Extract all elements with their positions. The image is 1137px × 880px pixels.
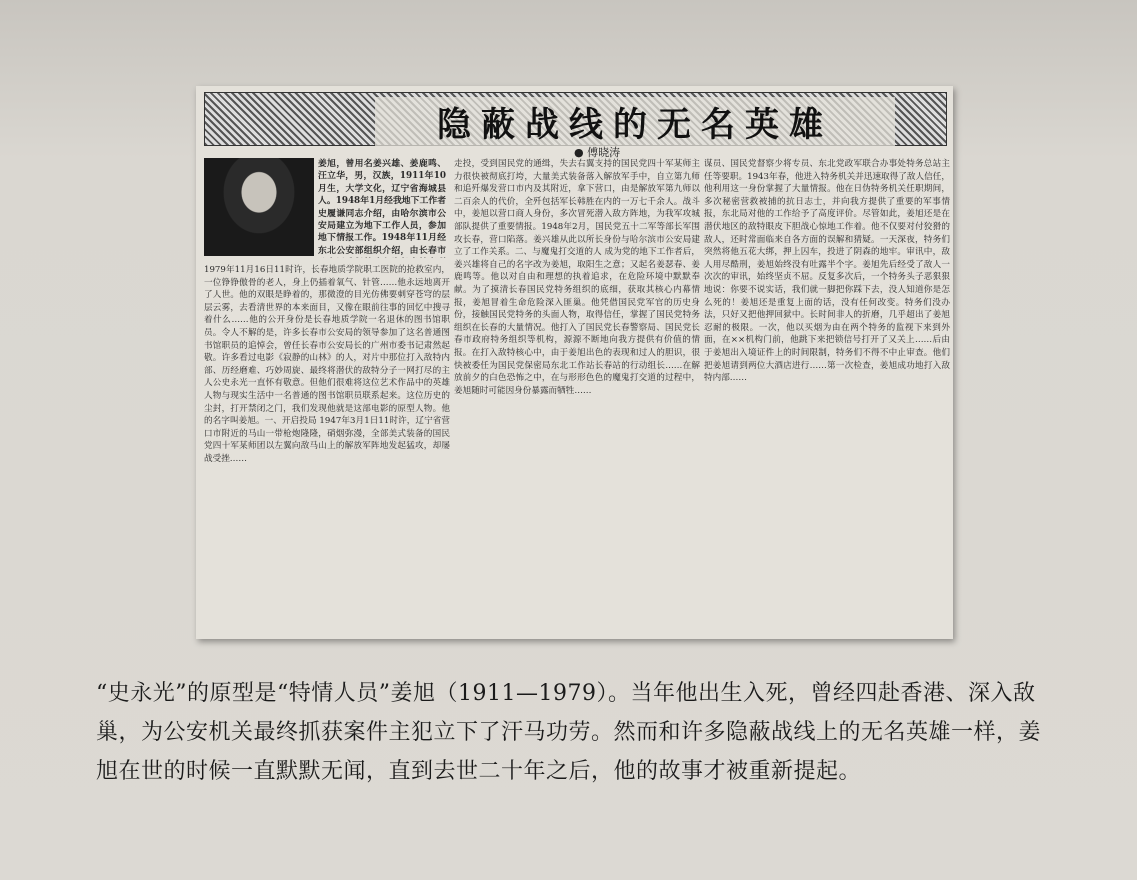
article-column-3 [704, 158, 950, 634]
article-byline: ● 傅晓涛 [574, 146, 621, 159]
column-1-text: 1979年11月16日11时许，长春地质学院职工医院的抢救室内，一位铮铮傲骨的老人，身上仍插着氧气、针管……他永远地离开了人世。他的双眼是睁着的，那微澄的目光仿佛要刺穿苍穹的层层云雾，去看清世界的本来面目，又像在眼前往事的回忆中搜寻着什么……他的公开身份是长春地质学院一名退休的图书馆职员。令人不解的是，许多长春市公安局的领导参加了这名普通图书馆职员的追悼会，曾任长春市公安局长的广州市委书记肃然起敬。许多看过电影《寂静的山林》的人，对片中那位打入敌特内部、历经磨难、巧妙周旋、最终将潜伏的敌特分子一网打尽的主人公史永光一直怀有敬意。但他们很难将这位艺术作品中的英雄人物与现实生活中一名普通的图书馆职员联系起来。这位历史的尘封，打开禁闭之门，我们发现他就是这部电影的原型人物。他的名字叫姜旭。一、开启投局 1947年3月1日11时许，辽宁省营口市附近的马山一带枪炮隆隆，硝烟弥漫，全部美式装备的国民党四十军某师团以左翼向敌马山上的解放军阵地发起猛攻，却屡战受挫…… [204, 265, 450, 464]
photo-caption: “史永光”的原型是“特情人员”姜旭（1911—1979）。当年他出生入死，曾经四赴香港、深入敌巢，为公安机关最终抓获案件主犯立下了汗马功劳。然而和许多隐蔽战线上的无名英雄一样，姜旭在世的时候一直默默无闻，直到去世二十年之后，他的故事才被重新提起。 [96, 681, 1042, 784]
column-3-text: 谋员、国民党督察少将专员、东北党政军联合办事处特务总站主任等要职。1943年春，他进入特务机关并迅速取得了敌人信任，他利用这一身份掌握了大量情报。他在日伪特务机关任职期间，多次秘密营救被捕的抗日志士，并向我方提供了重要的军事情报，东北局对他的工作给予了高度评价。尽管如此，姜旭还是在潜伏地区的敌特眼皮下胆战心惊地工作着。他不仅要对付狡猾的敌人，还时常面临来自各方面的误解和猜疑。一天深夜，特务们突然将他五花大绑，押上囚车，投进了阴森的地牢。审讯中，敌人用尽酷刑，姜旭始终没有吐露半个字。姜旭先后经受了敌人一次次的审讯，始终坚贞不屈。反复多次后，一个特务头子恶狠狠地说：你要不说实话，我们就一脚把你踩下去，没人知道你是怎么死的！姜旭还是重复上面的话，没有任何改变。特务们没办法，只好又把他押回狱中。长时间非人的折磨，几乎超出了姜旭忍耐的极限。一次，他以买烟为由在两个特务的监视下来到外面，在××机构门前，他跳下来把锁信号打开了又关上……后由于姜旭出入境证件上的时间限制，特务们不得不中止审查。他们把姜旭请到两位大酒店进行……第一次检查，姜旭成功地打入敌特内部…… [704, 159, 950, 384]
portrait-photo [204, 158, 314, 256]
newspaper-clipping [196, 86, 953, 639]
article-column-1 [204, 264, 450, 634]
bio-text: 姜旭，曾用名姜兴雄、姜鹿鸣、汪立华，男，汉族，1911年10月生，大学文化，辽宁省海城县人。1948年1月经我地下工作者史履谦同志介绍，由哈尔滨市公安局建立为地下工作人员，参加地下情报工作。1948年11月经东北公安部组织介绍，由长春市 [318, 159, 446, 256]
article-headline: 隐蔽战线的无名英雄 [375, 97, 895, 146]
headline-banner [204, 92, 947, 146]
article-column-2 [454, 158, 700, 634]
column-2-text: 走投，受到国民党的通缉，失去右翼支持的国民党四十军某师主力很快被彻底打垮，大量美式装备落入解放军手中，自立第九师和追歼爆发营口市内及其附近，拿下营口，由是解放军第九师以二百余人的代价，全歼包括军长韩胜在内的一万七千余人。战斗中，姜旭以营口商人身份，多次冒死潜入敌方阵地，为我军攻城部队提供了重要情报。1948年2月，国民党五十二军等部长军围攻长春，营口陷落。姜兴雄从此以所长身份与哈尔滨市公安局建立了工作关系。二、与魔鬼打交道的人 成为党的地下工作者后，姜兴雄将自己的名字改为姜旭，取阳生之意；又起名姜瑟春、姜鹿鸣等。他以对自由和理想的执着追求，在危险环境中默默奉献。为了摸清长春国民党特务组织的底细，获取其核心内幕情报，姜旭冒着生命危险深入匪巢。他凭借国民党军官的历史身份，接触国民党特务的头面人物，取得信任，掌握了国民党特务组织在长春的大量情况。他打入了国民党长春警察局、国民党长春市政府特务组织等机构，源源不断地向我方提供有价值的情报。在打入敌特核心中，由于姜旭出色的表现和过人的胆识，很快被委任为国民党保密局东北工作站长春站的行动组长……在解放前夕的白色恐怖之中，在与形形色色的魔鬼打交道的过程中，姜旭随时可能因身份暴露而牺牲…… [454, 159, 700, 396]
bio-box [318, 158, 446, 258]
